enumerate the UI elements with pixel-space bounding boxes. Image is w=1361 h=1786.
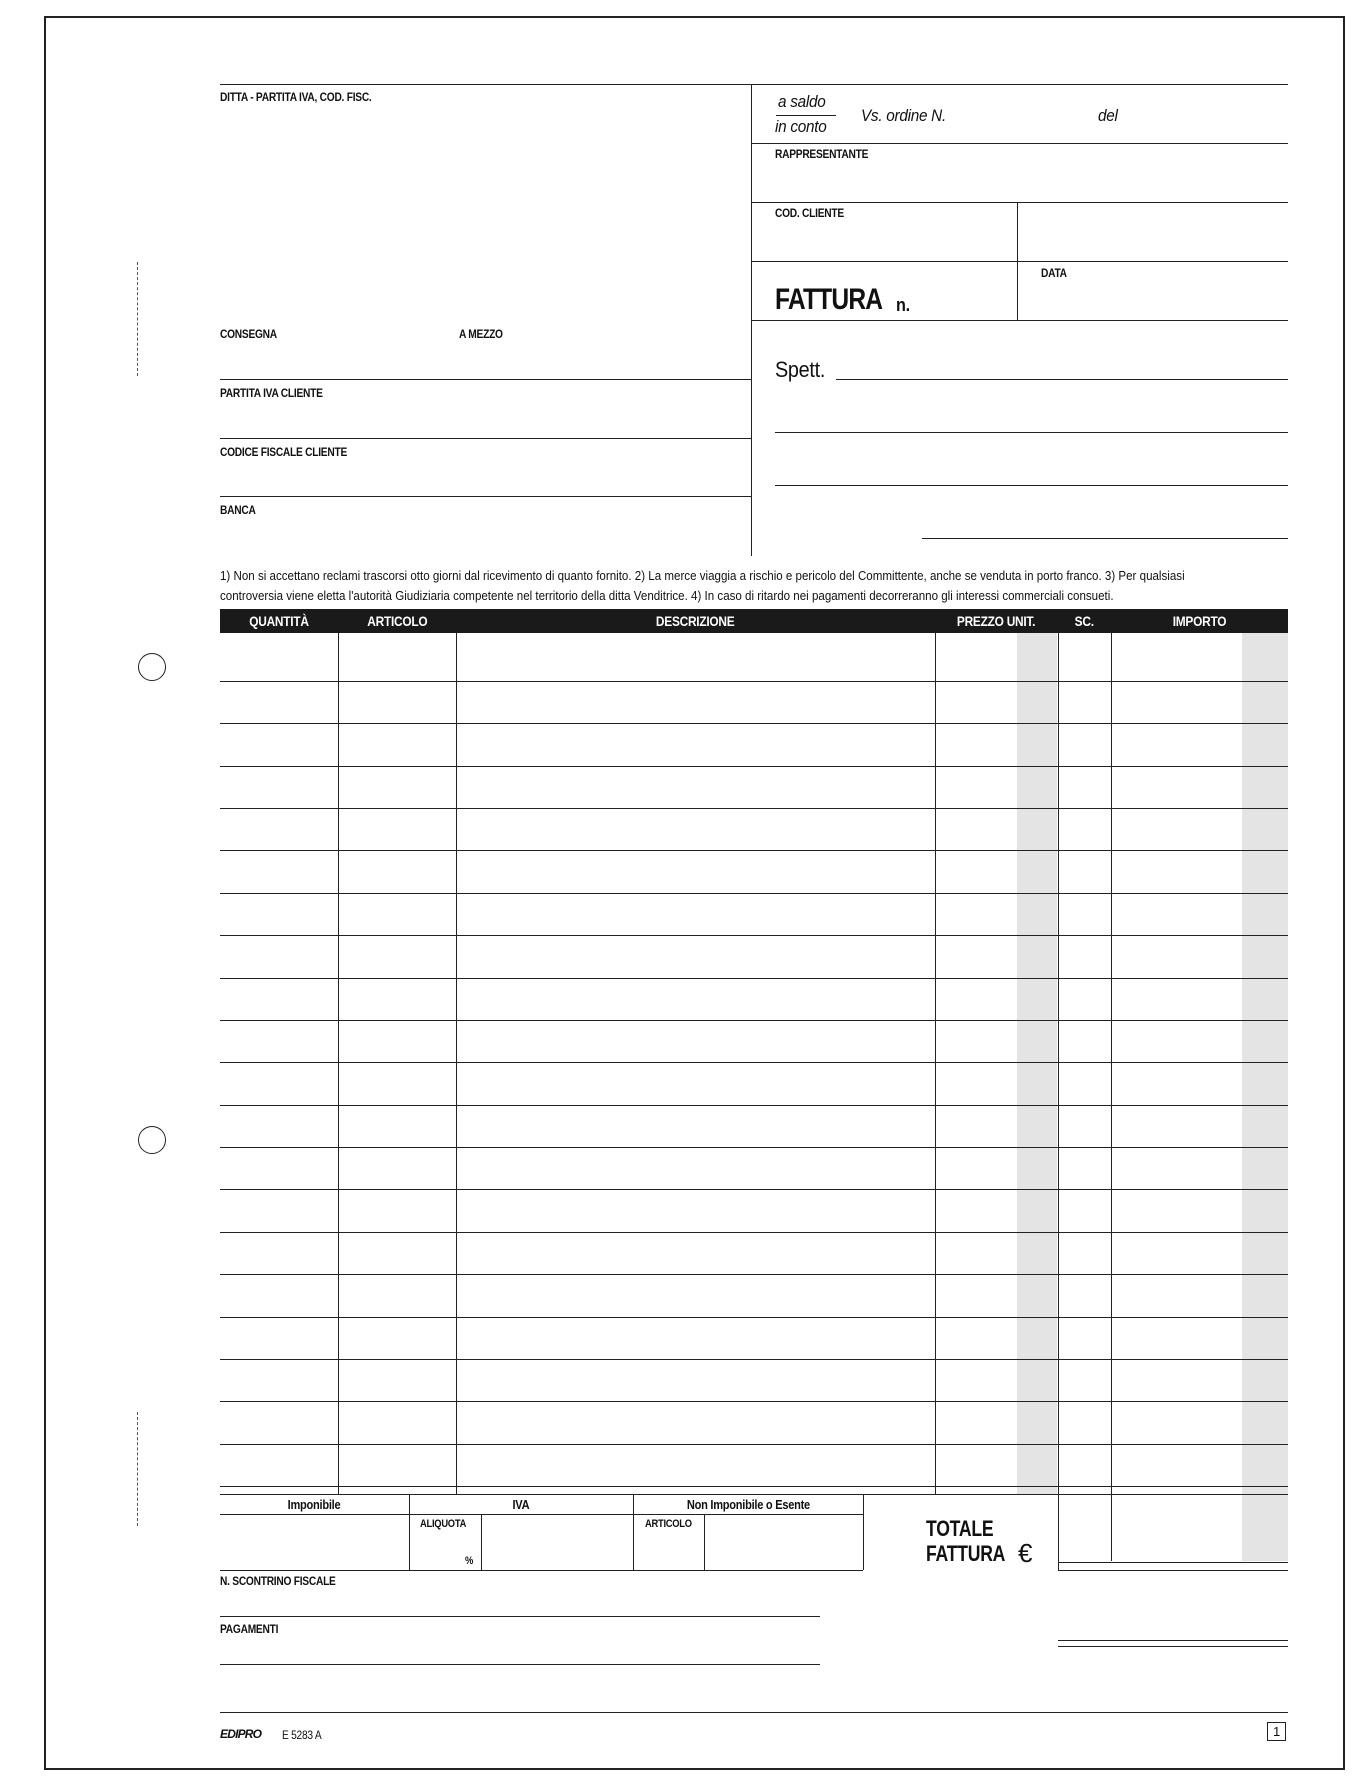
a-mezzo-label: A MEZZO: [459, 327, 503, 341]
iva-label: IVA: [512, 1497, 530, 1512]
imponibile-label: Imponibile: [288, 1497, 341, 1512]
totals-subheader-line: [220, 1514, 863, 1515]
table-row: [220, 1147, 1288, 1148]
aliquota-divider: [481, 1514, 482, 1570]
data-label: DATA: [1041, 266, 1067, 280]
pagamenti-label: PAGAMENTI: [220, 1622, 279, 1636]
table-row: [220, 1020, 1288, 1021]
scontrino-line: [220, 1616, 820, 1617]
codice-fiscale-cliente-label: CODICE FISCALE CLIENTE: [220, 445, 347, 459]
totale-underline-1: [1058, 1562, 1288, 1563]
header-bottom-line: [751, 320, 1288, 321]
table-row: [220, 1062, 1288, 1063]
table-col-line-2: [456, 633, 457, 1494]
address-line-2: [775, 432, 1288, 433]
totale-label: TOTALE: [926, 1516, 994, 1541]
scontrino-label: N. SCONTRINO FISCALE: [220, 1574, 336, 1588]
articolo-label: ARTICOLO: [645, 1518, 692, 1530]
saldo-divider: [776, 115, 836, 116]
table-col-line-1: [338, 633, 339, 1494]
rappresentante-line: [751, 143, 1288, 144]
page-number: 1: [1267, 1722, 1286, 1741]
conto-label: in conto: [775, 117, 827, 136]
totals-top-line: [220, 1494, 1288, 1495]
articolo-divider: [704, 1514, 705, 1570]
fattura-line: [751, 261, 1288, 262]
footer-line: [220, 1712, 1288, 1713]
totale-fattura-label: FATTURA: [926, 1541, 1006, 1566]
table-row: [220, 1359, 1288, 1360]
totals-bottom-line: [220, 1570, 863, 1571]
column-articolo: ARTICOLO: [366, 613, 428, 629]
table-row: [220, 1232, 1288, 1233]
table-col-line-3: [935, 633, 936, 1494]
percent-label: %: [465, 1555, 474, 1567]
consegna-line: [220, 379, 751, 380]
table-header: [220, 609, 1288, 633]
terms-line-2: controversia viene eletta l'autorità Giudiziaria competente nel territorio della ditta Venditrice. 4) In caso di ritardo nei pagamenti decorreranno gli interessi commerciali consueti.: [220, 588, 1114, 603]
non-imponibile-label: Non Imponibile o Esente: [686, 1497, 810, 1512]
table-col-line-4: [1058, 633, 1059, 1494]
binder-hole-bottom: [138, 1126, 166, 1154]
vs-ordine-label: Vs. ordine N.: [861, 106, 946, 125]
perforation-mark-bottom: [137, 1412, 138, 1526]
brand-logo: EDIPRO: [220, 1727, 262, 1741]
del-label: del: [1098, 106, 1118, 125]
form-code: E 5283 A: [282, 1728, 322, 1742]
signature-line-2: [1058, 1646, 1288, 1647]
table-row: [220, 1105, 1288, 1106]
table-row: [220, 978, 1288, 979]
table-row: [220, 723, 1288, 724]
address-line-1: [836, 379, 1288, 380]
euro-icon: €: [1018, 1538, 1033, 1568]
perforation-mark-top: [137, 262, 138, 376]
prezzo-decimal-shade: [1017, 633, 1057, 1494]
binder-hole-top: [138, 653, 166, 681]
table-row: [220, 850, 1288, 851]
terms-line-1: 1) Non si accettano reclami trascorsi otto giorni dal ricevimento di quanto fornito. 2) La merce viaggia a rischio e pericolo del Committente, anche se venduta in porto franco. 3) Per qualsiasi: [220, 568, 1185, 583]
fattura-title: FATTURA: [775, 283, 883, 316]
totals-divider-4: [1058, 1494, 1059, 1570]
column-sc: SC.: [1074, 613, 1095, 629]
table-row: [220, 893, 1288, 894]
table-row: [220, 1274, 1288, 1275]
pagamenti-line: [220, 1664, 820, 1665]
header-top-line: [220, 84, 1288, 85]
address-line-4: [922, 538, 1288, 539]
partita-iva-cliente-label: PARTITA IVA CLIENTE: [220, 386, 323, 400]
column-quantita: QUANTITÀ: [249, 613, 309, 629]
banca-label: BANCA: [220, 503, 256, 517]
rappresentante-label: RAPPRESENTANTE: [775, 147, 869, 161]
saldo-label: a saldo: [778, 92, 826, 111]
terms-text: [220, 566, 1185, 606]
column-descrizione: DESCRIZIONE: [656, 613, 735, 629]
table-col-line-5: [1111, 633, 1112, 1561]
column-importo: IMPORTO: [1172, 613, 1227, 629]
table-row: [220, 1444, 1288, 1445]
fattura-number-label: n.: [896, 295, 910, 315]
address-line-3: [775, 485, 1288, 486]
cod-cliente-label: COD. CLIENTE: [775, 206, 844, 220]
signature-line-1: [1058, 1640, 1288, 1641]
cod-cliente-line: [751, 202, 1288, 203]
ditta-label: DITTA - PARTITA IVA, COD. FISC.: [220, 90, 372, 104]
consegna-label: CONSEGNA: [220, 327, 277, 341]
table-row: [220, 1486, 1288, 1487]
totale-underline-2: [1058, 1570, 1288, 1571]
partita-iva-line: [220, 438, 751, 439]
table-row: [220, 1317, 1288, 1318]
spett-label: Spett.: [775, 357, 826, 382]
totals-divider-3: [863, 1494, 864, 1570]
table-row: [220, 766, 1288, 767]
table-row: [220, 808, 1288, 809]
importo-decimal-shade: [1242, 633, 1288, 1561]
table-row: [220, 681, 1288, 682]
aliquota-label: ALIQUOTA: [420, 1518, 467, 1530]
table-row: [220, 935, 1288, 936]
codice-fiscale-line: [220, 496, 751, 497]
column-prezzo-unit: PREZZO UNIT.: [957, 613, 1036, 629]
table-row: [220, 1401, 1288, 1402]
table-row: [220, 1189, 1288, 1190]
